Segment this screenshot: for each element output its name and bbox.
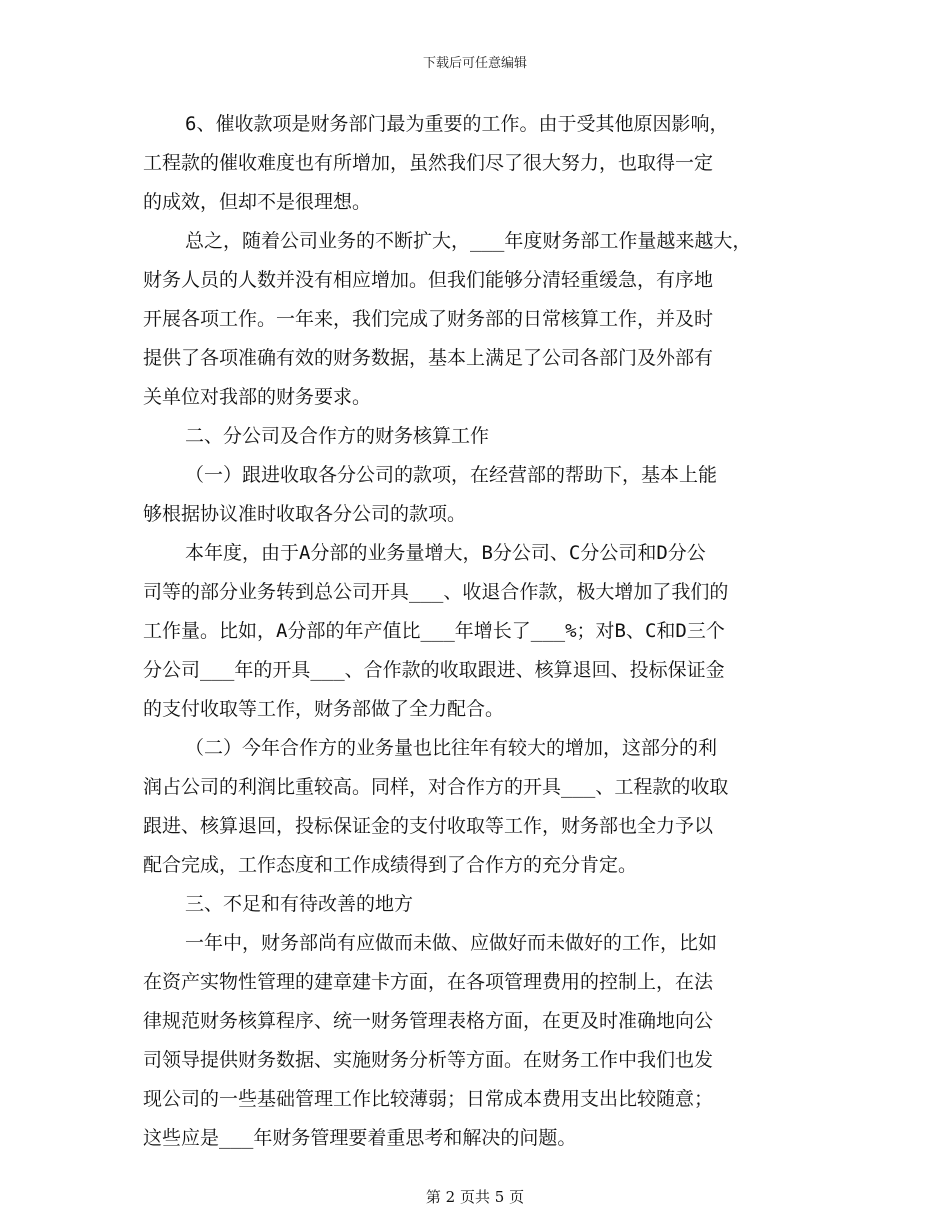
text-line: 律规范财务核算程序、统一财务管理表格方面，在更及时准确地向公 [143,1010,714,1032]
document-body [143,105,811,1158]
text-line: 财务人员的人数并没有相应增加。但我们能够分清轻重缓急，有序地 [143,269,714,291]
text-line: 总之，随着公司业务的不断扩大，___年度财务部工作量越来越大， [185,230,752,252]
text-line: 司领导提供财务数据、实施财务分析等方面。在财务工作中我们也发 [143,1049,714,1071]
text-line: 三、不足和有待改善的地方 [185,893,414,915]
text-line: 本年度，由于A分部的业务量增大，B分公司、C分公司和D分公 [185,542,706,564]
text-line: 一年中，财务部尚有应做而未做、应做好而未做好的工作，比如 [185,932,718,954]
page-footer: 第 2 页共 5 页 [425,1188,525,1206]
text-line: （一）跟进收取各分公司的款项，在经营部的帮助下，基本上能 [185,464,718,486]
text-line: 润占公司的利润比重较高。同样，对合作方的开具___、工程款的收取 [143,776,729,798]
text-line: 跟进、核算退回，投标保证金的支付收取等工作，财务部也全力予以 [143,815,714,837]
text-line: 6、催收款项是财务部门最为重要的工作。由于受其他原因影响， [185,113,729,135]
text-line: 这些应是___年财务管理要着重思考和解决的问题。 [143,1127,577,1149]
page-header: 下载后可任意编辑 [422,56,527,71]
text-line: 分公司___年的开具___、合作款的收取跟进、核算退回、投标保证金 [143,659,725,681]
text-line: 的支付收取等工作，财务部做了全力配合。 [143,698,505,720]
text-line: 工程款的催收难度也有所增加，虽然我们尽了很大努力，也取得一定 [143,152,714,174]
text-line: 二、分公司及合作方的财务核算工作 [185,425,490,447]
text-line: 关单位对我部的财务要求。 [143,386,372,408]
text-line: 够根据协议准时收取各分公司的款项。 [143,503,467,525]
text-line: 在资产实物性管理的建章建卡方面，在各项管理费用的控制上，在法 [143,971,714,993]
text-line: 提供了各项准确有效的财务数据，基本上满足了公司各部门及外部有 [143,347,714,369]
text-line: （二）今年合作方的业务量也比往年有较大的增加，这部分的利 [185,737,718,759]
text-line: 工作量。比如，A分部的年产值比___年增长了___%；对B、C和D三个 [143,620,725,642]
text-line: 的成效，但却不是很理想。 [143,191,372,213]
text-line: 配合完成，工作态度和工作成绩得到了合作方的充分肯定。 [143,854,638,876]
text-line: 司等的部分业务转到总公司开具___、收退合作款，极大增加了我们的 [143,581,729,603]
text-line: 现公司的一些基础管理工作比较薄弱；日常成本费用支出比较随意； [143,1088,714,1110]
text-line: 开展各项工作。一年来，我们完成了财务部的日常核算工作，并及时 [143,308,714,330]
